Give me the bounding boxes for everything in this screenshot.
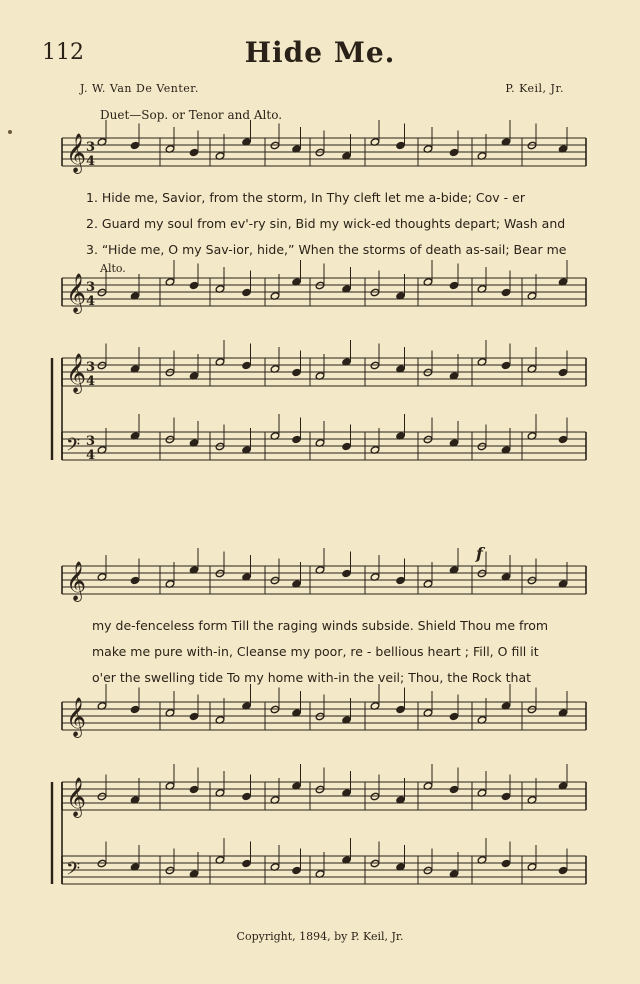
svg-text:𝄞: 𝄞: [66, 273, 87, 313]
svg-text:𝄞: 𝄞: [66, 133, 87, 173]
svg-text:4: 4: [86, 154, 96, 169]
svg-text:3: 3: [86, 280, 96, 295]
svg-text:𝄞: 𝄞: [66, 777, 87, 817]
svg-text:𝄞: 𝄞: [66, 697, 87, 737]
svg-text:𝄞: 𝄞: [66, 561, 87, 601]
page-number: 112: [42, 40, 84, 65]
svg-text:𝄢: 𝄢: [66, 859, 81, 884]
copyright-notice: Copyright, 1894, by P. Keil, Jr.: [236, 930, 404, 943]
lyric-verse-1: 1. Hide me, Savior, from the storm, In Thy cleft let me a-bide; Cov - er: [86, 190, 525, 205]
alto-label: Alto.: [100, 262, 126, 275]
voicing-label: Duet—Sop. or Tenor and Alto.: [100, 108, 283, 122]
lyric-verse-3: 3. “Hide me, O my Sav-ior, hide,” When the storms of death as-sail; Bear me: [86, 242, 567, 257]
svg-text:𝄢: 𝄢: [66, 435, 81, 460]
lyric-verse-2-cont: make me pure with-in, Cleanse my poor, re - bellious heart ; Fill, O fill it: [92, 644, 539, 659]
hymn-title: Hide Me.: [244, 36, 396, 69]
svg-text:3: 3: [86, 140, 96, 155]
svg-text:4: 4: [86, 448, 96, 463]
svg-text:3: 3: [86, 434, 96, 449]
composer-credit: P. Keil, Jr.: [505, 82, 564, 95]
author-credit: J. W. Van De Venter.: [80, 82, 199, 95]
lyric-verse-2: 2. Guard my soul from ev'-ry sin, Bid my wick-ed thoughts depart; Wash and: [86, 216, 566, 231]
lyric-verse-1-cont: my de-fenceless form Till the raging winds subside. Shield Thou me from: [92, 618, 549, 633]
svg-text:4: 4: [86, 294, 96, 309]
svg-text:3: 3: [86, 360, 96, 375]
lyric-verse-3-cont: o'er the swelling tide To my home with-in the veil; Thou, the Rock that: [92, 670, 532, 685]
svg-text:4: 4: [86, 374, 96, 389]
svg-text:𝄞: 𝄞: [66, 353, 87, 393]
forte-marking: f: [476, 544, 483, 563]
